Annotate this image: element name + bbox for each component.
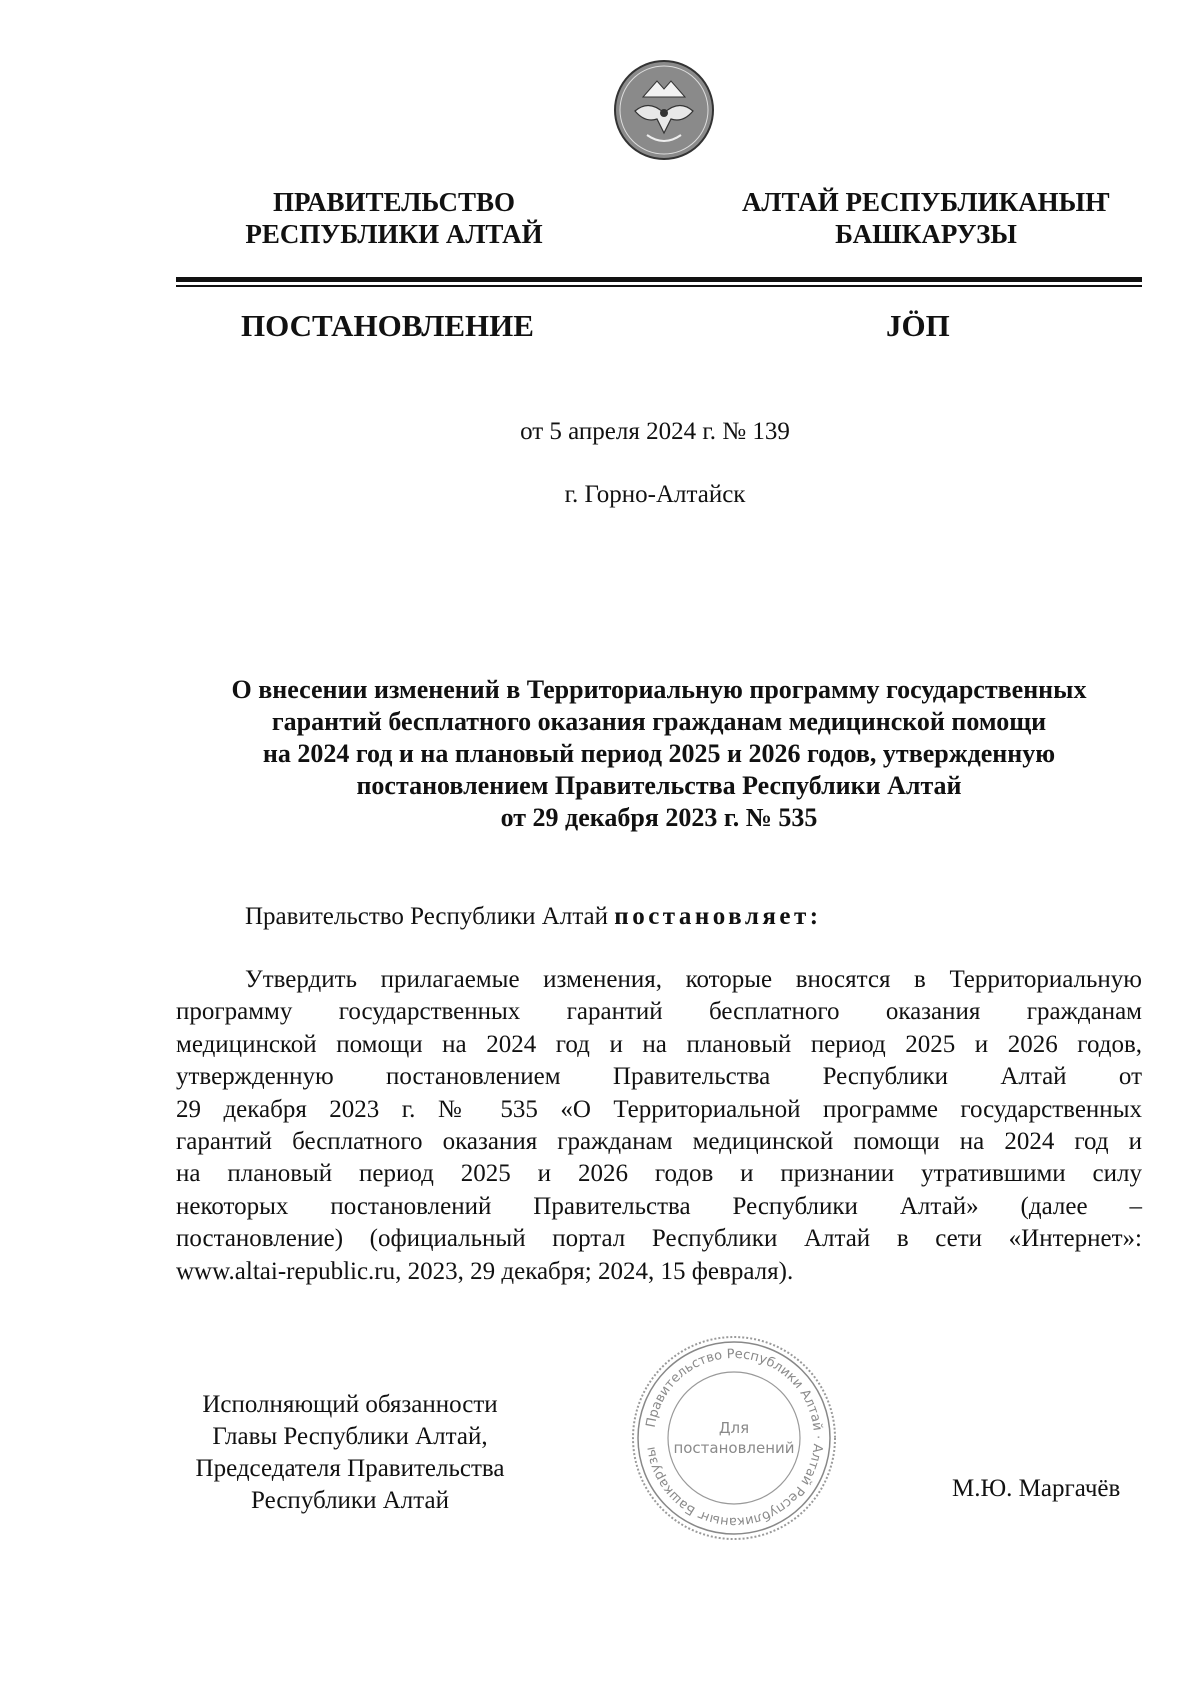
header-alt-line2: БАШКАРУЗЫ <box>835 219 1017 249</box>
header-ru-line2: РЕСПУБЛИКИ АЛТАЙ <box>245 219 543 249</box>
official-stamp <box>631 1335 837 1541</box>
signer-name: М.Ю. Маргачёв <box>952 1475 1121 1502</box>
signer-position <box>160 1389 540 1517</box>
title-line: О внесении изменений в Территориальную программу государственных <box>231 675 1087 704</box>
date-and-number: от 5 апреля 2024 г. № 139 <box>520 418 790 445</box>
decree-intro <box>245 902 822 932</box>
title-line: гарантий бесплатного оказания гражданам медицинской помощи <box>271 707 1047 736</box>
body-line: гарантий бесплатного оказания гражданам медицинской помощи на 2024 год и <box>176 1127 1142 1155</box>
stamp-center-line1: Для <box>718 1419 750 1437</box>
title-line: на 2024 год и на плановый период 2025 и 2026 годов, утвержденную <box>262 739 1056 768</box>
city: г. Горно-Алтайск <box>564 481 746 508</box>
body-line: медицинской помощи на 2024 год и на плановый период 2025 и 2026 годов, <box>176 1030 1142 1058</box>
body-line: 29 декабря 2023 г. № 535 «О Территориальной программе государственных <box>176 1095 1142 1123</box>
doc-type-alt: JÖП <box>886 308 950 343</box>
signer-position-line: Исполняющий обязанности <box>202 1391 498 1418</box>
header-divider-thick <box>176 277 1142 282</box>
coat-of-arms-emblem <box>613 59 715 161</box>
header-ru-line1: ПРАВИТЕЛЬСТВО <box>272 187 516 217</box>
header-divider-thin <box>176 285 1142 287</box>
body-line: постановление) (официальный портал Республики Алтай в сети «Интернет»: <box>176 1225 1142 1253</box>
body-line: некоторых постановлений Правительства Республики Алтай» (далее – <box>176 1192 1142 1220</box>
doc-type-ru: ПОСТАНОВЛЕНИЕ <box>241 308 534 343</box>
body-line: www.altai-republic.ru, 2023, 29 декабря; 2024, 15 февраля). <box>176 1257 794 1285</box>
title-line: от 29 декабря 2023 г. № 535 <box>500 803 818 832</box>
signer-position-line: Республики Алтай <box>251 1487 449 1514</box>
header-alt <box>726 186 1126 250</box>
body-line: Утвердить прилагаемые изменения, которые вносятся в Территориальную <box>245 966 1142 993</box>
signer-position-line: Главы Республики Алтай, <box>212 1423 488 1450</box>
body-paragraph <box>176 964 1142 1288</box>
body-line: утвержденную постановлением Правительства Республики Алтай от <box>176 1063 1142 1091</box>
stamp-center-line2: постановлений <box>673 1439 795 1457</box>
intro-text: Правительство Республики Алтай <box>245 903 615 930</box>
document-title <box>176 674 1142 834</box>
body-line: программу государственных гарантий бесплатного оказания гражданам <box>176 998 1142 1026</box>
stamp-ring-text: Правительство Республики Алтай · Алтай Республиканыҥ Башкарузы <box>643 1346 826 1530</box>
header-alt-line1: АЛТАЙ РЕСПУБЛИКАНЫҤ <box>741 187 1111 217</box>
decree-word: постановляет: <box>614 903 822 930</box>
header-ru <box>194 186 594 250</box>
body-line: на плановый период 2025 и 2026 годов и признании утратившими силу <box>176 1160 1142 1188</box>
signer-position-line: Председателя Правительства <box>195 1455 505 1482</box>
title-line: постановлением Правительства Республики Алтай <box>356 771 962 800</box>
